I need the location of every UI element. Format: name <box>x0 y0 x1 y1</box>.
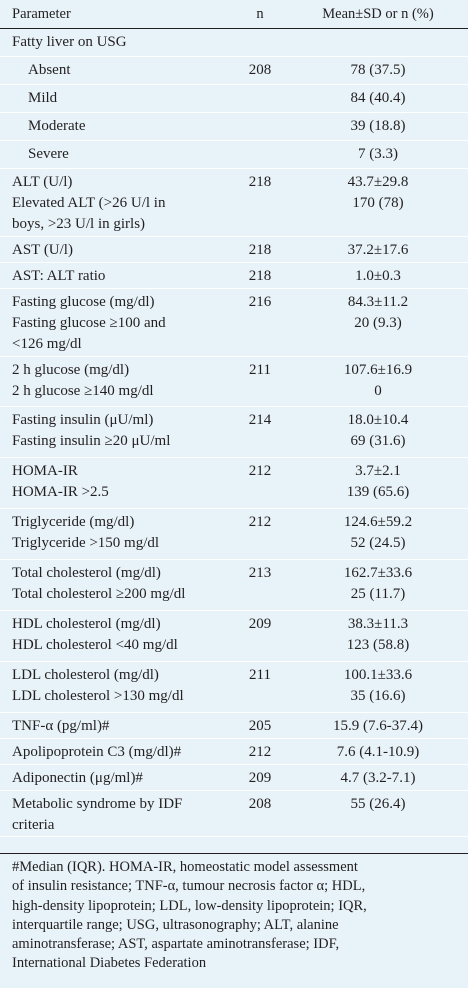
parameter-label: Fasting glucose (mg/dl) <box>12 294 155 310</box>
footnote-line: aminotransferase; AST, aspartate aminotransferase; IDF, <box>12 936 340 953</box>
value-text: 84.3±11.2 <box>347 294 409 310</box>
parameter-label: Apolipoprotein C3 (mg/dl)# <box>12 744 182 760</box>
n-cell <box>232 85 288 88</box>
value-text: 1.0±0.3 <box>355 268 401 284</box>
parameter-label: Triglyceride >150 mg/dl <box>12 535 160 551</box>
table-row <box>0 611 468 662</box>
table-row <box>0 791 468 837</box>
parameter-label: LDL cholesterol >130 mg/dl <box>12 688 184 704</box>
value-text: 162.7±33.6 <box>343 565 413 581</box>
parameter-cell <box>0 85 232 109</box>
value-cell <box>288 560 468 605</box>
value-cell <box>288 57 468 81</box>
n-cell: 208 <box>248 796 272 812</box>
value-text: 124.6±59.2 <box>343 514 413 530</box>
value-cell <box>288 458 468 503</box>
footnote-line: high-density lipoprotein; LDL, low-density lipoprotein; IQR, <box>12 897 367 914</box>
value-cell <box>288 141 468 165</box>
value-text: 38.3±11.3 <box>347 616 409 632</box>
header-parameter: Parameter <box>12 5 71 22</box>
table-row <box>0 765 468 791</box>
parameter-label: HDL cholesterol <40 mg/dl <box>12 637 178 653</box>
parameter-cell <box>0 357 232 402</box>
value-cell <box>288 791 468 815</box>
value-text: 25 (11.7) <box>350 586 406 602</box>
parameter-label: Severe <box>28 146 69 162</box>
parameter-cell <box>0 29 232 53</box>
table-footnote <box>0 853 468 988</box>
n-cell: 214 <box>248 412 272 428</box>
value-text: 139 (65.6) <box>346 484 410 500</box>
parameter-label: Absent <box>28 62 71 78</box>
parameter-label: Adiponectin (μg/ml)# <box>12 770 143 786</box>
parameter-label: Fasting insulin ≥20 μU/ml <box>12 433 171 449</box>
value-text: 52 (24.5) <box>350 535 406 551</box>
value-cell <box>288 662 468 707</box>
value-text: 3.7±2.1 <box>355 463 401 479</box>
parameter-cell <box>0 713 232 737</box>
parameter-label: Metabolic syndrome by IDF <box>12 796 183 812</box>
value-text: 123 (58.8) <box>346 637 410 653</box>
parameter-cell <box>0 263 232 287</box>
parameter-label: Fasting insulin (μU/ml) <box>12 412 154 428</box>
parameter-cell <box>0 739 232 763</box>
parameter-cell <box>0 57 232 81</box>
parameter-label: HOMA-IR >2.5 <box>12 484 109 500</box>
parameter-label: Mild <box>28 90 58 106</box>
value-cell <box>288 357 468 402</box>
parameter-cell <box>0 765 232 789</box>
value-text: 7.6 (4.1-10.9) <box>336 744 420 760</box>
parameter-label: Triglyceride (mg/dl) <box>12 514 135 530</box>
value-text: 37.2±17.6 <box>347 242 409 258</box>
parameter-label: 2 h glucose ≥140 mg/dl <box>12 383 154 399</box>
parameter-label: Fasting glucose ≥100 and <box>12 315 166 331</box>
parameter-label: Total cholesterol (mg/dl) <box>12 565 161 581</box>
value-cell <box>288 611 468 656</box>
parameter-cell <box>0 560 232 605</box>
n-cell <box>232 113 288 116</box>
n-cell <box>232 29 288 32</box>
value-text: 69 (31.6) <box>350 433 406 449</box>
parameter-label: Total cholesterol ≥200 mg/dl <box>12 586 186 602</box>
value-text: 100.1±33.6 <box>343 667 413 683</box>
value-cell <box>288 739 468 763</box>
value-cell <box>288 169 468 214</box>
value-text: 0 <box>374 383 382 399</box>
table-row <box>0 263 468 289</box>
n-cell: 208 <box>248 62 272 78</box>
value-text: 43.7±29.8 <box>347 174 409 190</box>
parameter-label: HDL cholesterol (mg/dl) <box>12 616 161 632</box>
table-row <box>0 739 468 765</box>
parameter-label: AST: ALT ratio <box>12 268 106 284</box>
header-value: Mean±SD or n (%) <box>322 5 434 22</box>
table-row <box>0 458 468 509</box>
table-row <box>0 57 468 85</box>
value-cell <box>288 29 468 32</box>
value-text: 78 (37.5) <box>350 62 406 78</box>
value-text: 39 (18.8) <box>350 118 406 134</box>
value-text: 84 (40.4) <box>350 90 406 106</box>
n-cell: 216 <box>248 294 272 310</box>
n-cell: 212 <box>248 514 272 530</box>
parameter-cell <box>0 289 232 355</box>
n-cell <box>232 141 288 144</box>
parameter-cell <box>0 113 232 137</box>
n-cell: 218 <box>248 242 272 258</box>
parameter-cell <box>0 509 232 554</box>
n-cell: 213 <box>248 565 272 581</box>
value-cell <box>288 407 468 452</box>
footnote-line: #Median (IQR). HOMA-IR, homeostatic model assessment <box>12 859 358 875</box>
parameter-label: HOMA-IR <box>12 463 78 479</box>
value-text: 35 (16.6) <box>350 688 406 704</box>
value-cell <box>288 85 468 109</box>
parameter-label: criteria <box>12 817 55 833</box>
value-text: 18.0±10.4 <box>347 412 409 428</box>
value-cell <box>288 765 468 789</box>
parameter-cell <box>0 611 232 656</box>
table-row <box>0 407 468 458</box>
n-cell: 205 <box>248 718 272 734</box>
parameter-cell <box>0 458 232 503</box>
footnote-line: interquartile range; USG, ultrasonography; ALT, alanine <box>12 916 339 933</box>
table-header <box>0 0 468 29</box>
parameter-cell <box>0 791 232 836</box>
parameter-label: Elevated ALT (>26 U/l in <box>12 195 166 211</box>
value-cell <box>288 713 468 737</box>
footnote-line: International Diabetes Federation <box>12 955 207 972</box>
n-cell: 218 <box>248 268 272 284</box>
parameter-cell <box>0 662 232 707</box>
n-cell: 218 <box>248 174 272 190</box>
table-row <box>0 289 468 357</box>
table-row <box>0 713 468 739</box>
parameter-cell <box>0 141 232 165</box>
value-cell <box>288 509 468 554</box>
table-row <box>0 509 468 560</box>
value-text: 4.7 (3.2-7.1) <box>340 770 416 786</box>
table-row <box>0 560 468 611</box>
table-row <box>0 29 468 57</box>
n-cell: 212 <box>248 463 272 479</box>
value-cell <box>288 263 468 287</box>
parameter-label: Moderate <box>28 118 86 134</box>
table-row <box>0 237 468 263</box>
table-row <box>0 169 468 237</box>
parameter-label: <126 mg/dl <box>12 336 82 352</box>
value-text: 15.9 (7.6-37.4) <box>333 718 423 734</box>
parameter-label: boys, >23 U/l in girls) <box>12 216 146 232</box>
value-cell <box>288 113 468 137</box>
parameter-label: Fatty liver on USG <box>12 34 127 50</box>
parameter-label: LDL cholesterol (mg/dl) <box>12 667 159 683</box>
header-n: n <box>256 5 264 22</box>
value-text: 107.6±16.9 <box>343 362 413 378</box>
parameter-label: ALT (U/l) <box>12 174 73 190</box>
value-text: 20 (9.3) <box>354 315 402 331</box>
parameter-cell <box>0 169 232 235</box>
n-cell: 212 <box>248 744 272 760</box>
table-row <box>0 357 468 407</box>
parameter-label: AST (U/l) <box>12 242 73 258</box>
parameter-label: TNF-α (pg/ml)# <box>12 718 110 734</box>
value-text: 55 (26.4) <box>350 796 406 812</box>
table-row <box>0 141 468 169</box>
n-cell: 211 <box>249 667 271 683</box>
n-cell: 209 <box>248 770 272 786</box>
table-row <box>0 85 468 113</box>
table-row <box>0 662 468 713</box>
value-cell <box>288 237 468 261</box>
parameter-cell <box>0 237 232 261</box>
n-cell: 209 <box>248 616 272 632</box>
value-text: 170 (78) <box>352 195 404 211</box>
table-body <box>0 29 468 837</box>
parameter-label: 2 h glucose (mg/dl) <box>12 362 130 378</box>
value-text: 7 (3.3) <box>358 146 398 162</box>
n-cell: 211 <box>249 362 271 378</box>
value-cell <box>288 289 468 334</box>
table-row <box>0 113 468 141</box>
parameter-cell <box>0 407 232 452</box>
footnote-line: of insulin resistance; TNF-α, tumour necrosis factor α; HDL, <box>12 878 366 895</box>
